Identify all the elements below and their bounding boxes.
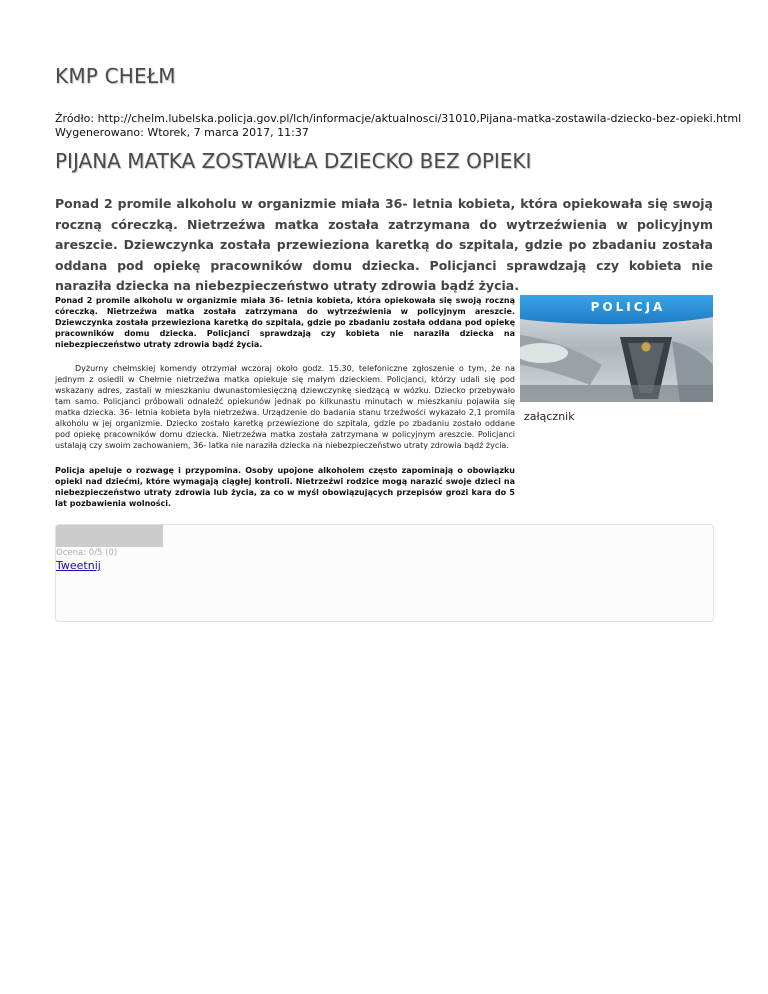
source-url: Źródło: http://chelm.lubelska.policja.gov.pl/lch/informacje/aktualnosci/31010,Pijana-matka-zostawila-dziecko-bez-opieki.html: [55, 112, 742, 125]
rating-stars-bar[interactable]: [56, 525, 163, 547]
police-car-photo[interactable]: [520, 295, 713, 402]
rating-text: Ocena: 0/5 (0): [56, 548, 118, 558]
police-car-image: [520, 295, 713, 402]
photo-text: POLICJA: [590, 300, 666, 314]
article-title: PIJANA MATKA ZOSTAWIŁA DZIECKO BEZ OPIEKI: [55, 149, 532, 173]
attachment-caption: załącznik: [524, 410, 575, 423]
article-appeal: Policja apeluje o rozwagę i przypomina. Osoby upojone alkoholem często zapominają o obowiązku opieki nad dziećmi, które wymagają ciągłej kontroli. Nietrzeźwi rodzice mogą narazić swoje dzieci na niebezpieczeństwo utraty zdrowia lub życia, za co w myśl obowiązujących przepisów grozi kara do 5 lat pozbawienia wolności.: [55, 466, 515, 508]
site-title: KMP CHEŁM: [55, 64, 176, 88]
article-content: [55, 295, 515, 509]
article-body: Dyżurny chełmskiej komendy otrzymał wczoraj około godz. 15.30, telefoniczne zgłoszenie o tym, że na jednym z osiedli w Chełmie nietrzeźwa matka opiekuje się małym dzieckiem. Policjanci, którzy udali się pod wskazany adres, zastali w mieszkaniu dwunastomiesięczną dziewczynkę siedzącą w wózku. Dziecko przebywało tam samo. Policjanci próbowali odnaleźć opiekunów jednak po kilkunastu minutach w mieszkaniu pojawiła się matka dziecka. 36- letnia kobieta była nietrzeźwa. Urządzenie do badania stanu trzeźwości wykazało 2,1 promila alkoholu w jej organizmie. Dziecko zostało karetką przewiezione do szpitala, gdzie po zbadaniu zostało oddane pod opiekę pracowników domu dziecka. Nietrzeźwa matka została zatrzymana w policyjnym areszcie. Policjanci ustalają czy swoim zachowaniem, 36- latka nie naraziła dziecka na niebezpieczeństwo utraty zdrowia bądź życia.: [55, 364, 515, 450]
rating-widget: [55, 524, 714, 622]
tweet-link[interactable]: Tweetnij: [56, 559, 101, 572]
document-meta: [55, 112, 741, 140]
article-lead: Ponad 2 promile alkoholu w organizmie miała 36- letnia kobieta, która opiekowała się swoją roczną córeczką. Nietrzeźwa matka została zatrzymana do wytrzeźwienia w policyjnym areszcie. Dziewczynka została przewieziona karetką do szpitala, gdzie po zbadaniu została oddana pod opiekę pracowników domu dziecka. Policjanci sprawdzają czy kobieta nie naraziła dziecka na niebezpieczeństwo utraty zdrowia bądź życia.: [55, 196, 713, 293]
article-intro: Ponad 2 promile alkoholu w organizmie miała 36- letnia kobieta, która opiekowała się swoją roczną córeczką. Nietrzeźwa matka została zatrzymana do wytrzeźwienia w policyjnym areszcie. Dziewczynka została przewieziona karetką do szpitala, gdzie po zbadaniu została oddana pod opiekę pracowników domu dziecka. Policjanci sprawdzają czy kobieta nie naraziła dziecka na niebezpieczeństwo utraty zdrowia bądź życia.: [55, 296, 515, 349]
generated-date: Wygenerowano: Wtorek, 7 marca 2017, 11:37: [55, 126, 309, 139]
